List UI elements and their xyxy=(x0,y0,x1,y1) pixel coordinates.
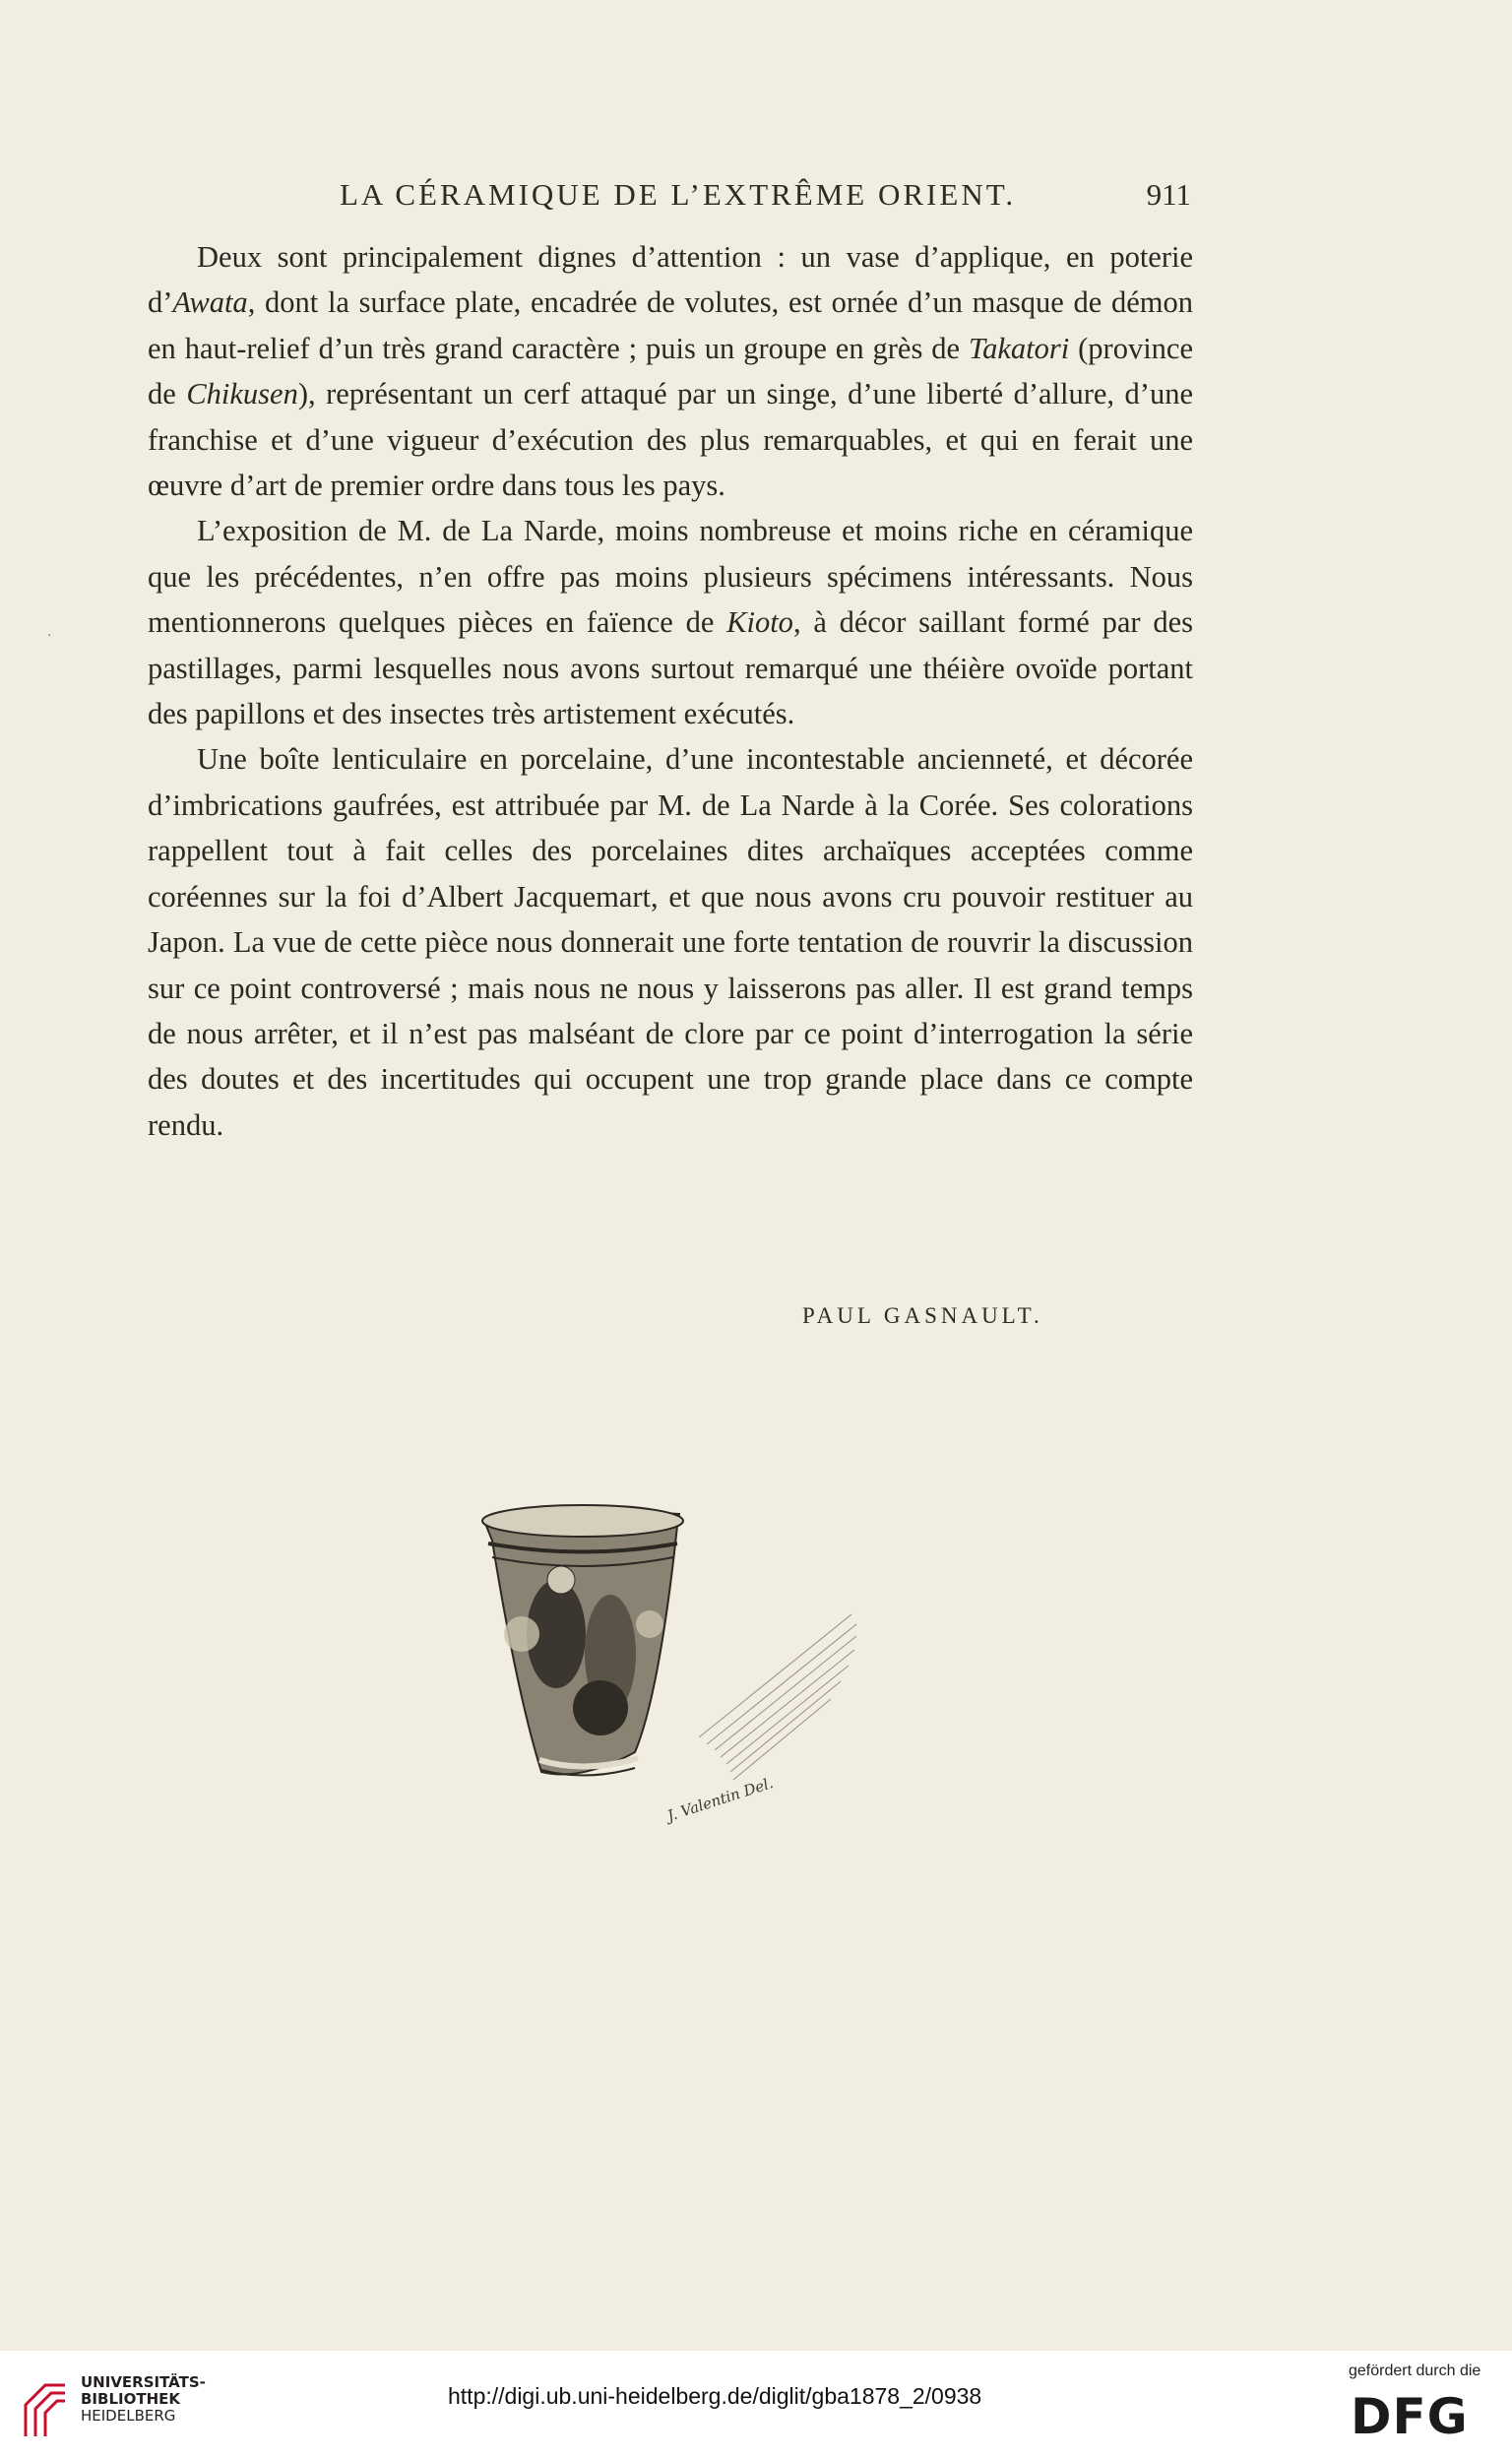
italic-term: Takatori xyxy=(968,331,1070,365)
text-run: Deux sont principalement dignes d’attention : un vase d’applique, en poterie d’ xyxy=(148,240,1193,320)
paragraph xyxy=(148,508,1193,736)
italic-term: Awata xyxy=(172,285,248,320)
text-run: L’exposition de M. de La Narde, moins nombreuse et moins riche en céramique que les précédentes, n’en offre pas moins plusieurs spécimens intéressants. Nous mentionnerons quelques pièces en faïence de xyxy=(148,514,1193,640)
italic-term: Kioto xyxy=(726,605,793,640)
permalink-url[interactable]: http://digi.ub.uni-heidelberg.de/diglit/gba1878_2/0938 xyxy=(448,2383,982,2409)
author-signature: PAUL GASNAULT. xyxy=(802,1303,1043,1328)
funding-label: gefördert durch die xyxy=(1349,2363,1481,2379)
page-number: 911 xyxy=(1146,177,1191,212)
shadow-hatching xyxy=(699,1614,856,1780)
library-name: UNIVERSITÄTS- BIBLIOTHEK HEIDELBERG xyxy=(81,2373,206,2425)
cup-rim xyxy=(482,1505,683,1537)
text-run: ), représentant un cerf attaqué par un singe, d’une liberté d’allure, d’une franchise et d’une vigueur d’exécution des plus remarquables, et qui en ferait une œuvre d’art de premier ordre dans tous les pays. xyxy=(148,377,1193,503)
scan-speck: · xyxy=(47,628,52,644)
running-title: LA CÉRAMIQUE DE L’EXTRÊME ORIENT. xyxy=(340,177,1017,212)
text-run: , à décor saillant formé par des pastillages, parmi lesquelles nous avons surtout remarqué une théière ovoïde portant des papillons et des insectes très artistement exécutés. xyxy=(148,605,1193,731)
artist-signature: J. Valentin Del. xyxy=(664,1774,776,1825)
running-header xyxy=(148,177,1191,217)
text-run: Une boîte lenticulaire en porcelaine, d’une incontestable ancienneté, et décorée d’imbrications gaufrées, est attribuée par M. de La Narde à la Corée. Ses colorations rappellent tout à fait celles des porcelaines dites archaïques acceptées comme coréennes sur la foi d’Albert Jacquemart, et que nous avons cru pouvoir restituer au Japon. La vue de cette pièce nous donnerait une forte tentation de rouvrir la discussion sur ce point controversé ; mais nous ne nous y laisserons pas aller. Il est grand temps de nous arrêter, et il n’est pas malséant de clore par ce point d’interrogation la série des doutes et des incertitudes qui occupent une trop grande place dans ce compte rendu. xyxy=(148,742,1193,1142)
cup-engraving xyxy=(463,1486,876,1851)
text-run: (province de xyxy=(148,331,1193,411)
text-run: , dont la surface plate, encadrée de volutes, est ornée d’un masque de démon en haut-relief d’un très grand caractère ; puis un groupe en grès de xyxy=(148,285,1193,365)
ub-logo-mark xyxy=(26,2385,65,2436)
paragraph xyxy=(148,736,1193,1148)
article-body xyxy=(148,234,1193,1148)
dfg-logo: DFG xyxy=(1351,2388,1469,2445)
italic-term: Chikusen xyxy=(186,377,298,411)
paragraph xyxy=(148,234,1193,508)
